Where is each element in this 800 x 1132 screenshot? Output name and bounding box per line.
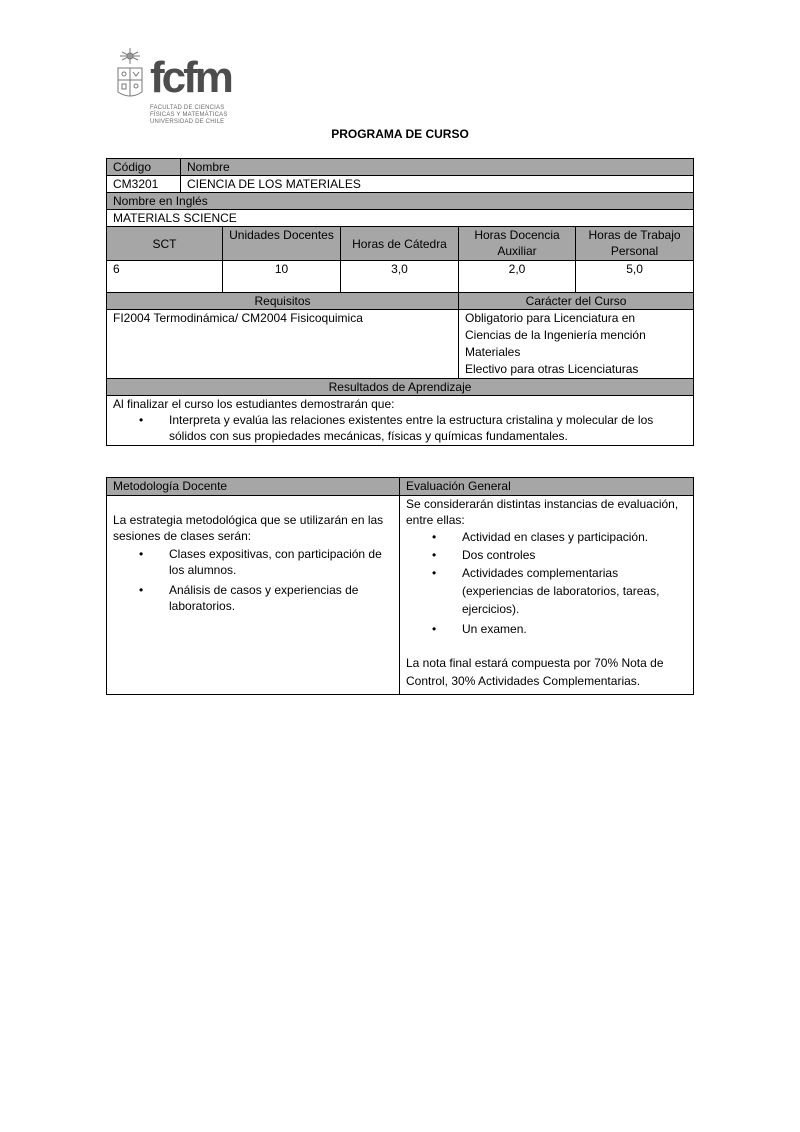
nombre-ingles-value: MATERIALS SCIENCE [107, 210, 694, 227]
nombre-label: Nombre [181, 159, 694, 176]
metodologia-label: Metodología Docente [107, 478, 400, 496]
table-row [107, 293, 694, 310]
evaluacion-list [406, 528, 687, 638]
list-item: • Clases expositivas, con participación de los alumnos. [161, 546, 393, 578]
table-row [107, 396, 694, 446]
resultados-list [113, 412, 687, 444]
codigo-label: Código [107, 159, 181, 176]
resultados-intro: Al finalizar el curso los estudiantes demostrarán que: [113, 397, 395, 411]
col-sct: SCT [107, 227, 223, 261]
value-unidades-docentes: 10 [223, 261, 341, 293]
caracter-label: Carácter del Curso [459, 293, 694, 310]
nombre-value: CIENCIA DE LOS MATERIALES [181, 176, 694, 193]
table-row [107, 227, 694, 261]
table-row [107, 379, 694, 396]
caracter-line: Obligatorio para Licenciatura en [465, 311, 636, 325]
metodologia-list [113, 546, 393, 614]
list-item: • Un examen. [454, 620, 687, 638]
resultados-value [107, 396, 694, 446]
col-horas-personal: Horas de Trabajo Personal [576, 227, 694, 261]
page-title: PROGRAMA DE CURSO [331, 127, 469, 141]
requisitos-value: FI2004 Termodinámica/ CM2004 Fisicoquimica [107, 310, 459, 379]
list-item: • Dos controles [454, 546, 687, 564]
resultados-label: Resultados de Aprendizaje [107, 379, 694, 396]
value-horas-auxiliar: 2,0 [459, 261, 576, 293]
course-table [106, 158, 694, 446]
table-row [107, 176, 694, 193]
list-item: • Actividades complementarias (experiencias de laboratorios, tareas, ejercicios). [454, 564, 687, 618]
caracter-line: Electivo para otras Licenciaturas [465, 362, 639, 376]
university-seal-icon [112, 46, 148, 126]
table-row [107, 193, 694, 210]
col-horas-auxiliar: Horas Docencia Auxiliar [459, 227, 576, 261]
list-item: • Actividad en clases y participación. [454, 528, 687, 546]
logo-subtitle-1: FACULTAD DE CIENCIAS [150, 105, 225, 111]
value-sct: 6 [107, 261, 223, 293]
logo-subtitle-3: UNIVERSIDAD DE CHILE [150, 119, 225, 125]
logo-subtitle-2: FÍSICAS Y MATEMÁTICAS [150, 112, 228, 118]
evaluacion-nota: La nota final estará compuesta por 70% Nota de Control, 30% Actividades Complementarias. [406, 656, 664, 688]
table-row [107, 159, 694, 176]
table-row [107, 210, 694, 227]
logo-wordmark: fcfm [150, 53, 231, 102]
requisitos-label: Requisitos [107, 293, 459, 310]
table-row [107, 496, 694, 695]
methodology-table [106, 477, 694, 695]
list-item: • Análisis de casos y experiencias de laboratorios. [161, 582, 393, 614]
caracter-value [459, 310, 694, 379]
metodologia-value [107, 496, 400, 695]
table-row [107, 310, 694, 379]
codigo-value: CM3201 [107, 176, 181, 193]
table-row [107, 478, 694, 496]
evaluacion-value [400, 496, 694, 695]
metodologia-intro: La estrategia metodológica que se utilizarán en las sesiones de clases serán: [113, 513, 384, 543]
evaluacion-label: Evaluación General [400, 478, 694, 496]
col-unidades-docentes: Unidades Docentes [223, 227, 341, 261]
value-horas-catedra: 3,0 [341, 261, 459, 293]
caracter-line: Ciencias de la Ingeniería mención [465, 328, 646, 342]
caracter-line: Materiales [465, 345, 521, 359]
fcfm-logo [112, 46, 242, 130]
table-row [107, 261, 694, 293]
list-item: • Interpreta y evalúa las relaciones existentes entre la estructura cristalina y molecular de los sólidos con sus propiedades mecánicas, físicas y químicas fundamentales. [161, 412, 687, 444]
col-horas-catedra: Horas de Cátedra [341, 227, 459, 261]
evaluacion-intro: Se considerarán distintas instancias de evaluación, entre ellas: [406, 497, 679, 527]
nombre-ingles-label: Nombre en Inglés [107, 193, 694, 210]
value-horas-personal: 5,0 [576, 261, 694, 293]
